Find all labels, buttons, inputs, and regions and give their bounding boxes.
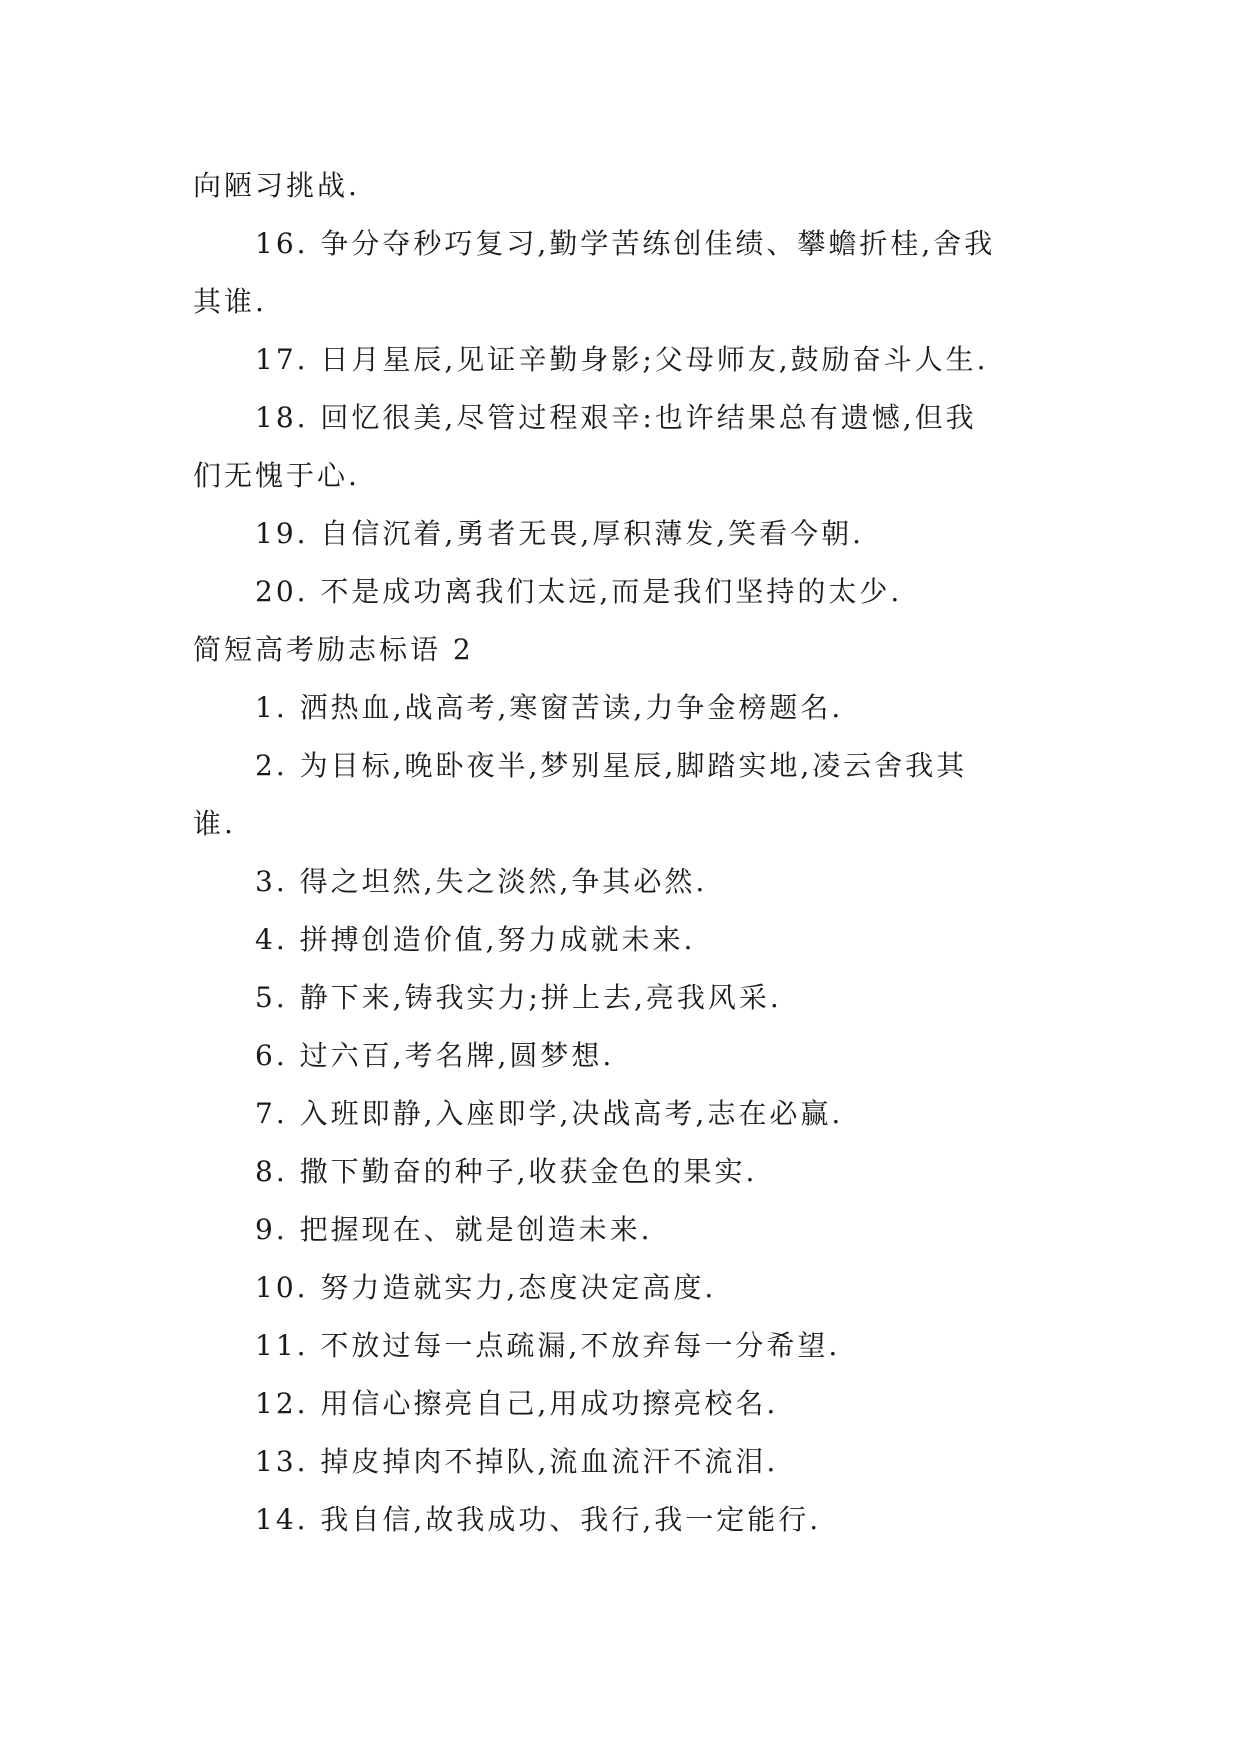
text-line: 向陋习挑战. [193, 169, 360, 202]
document-body [193, 157, 1063, 1549]
list-item: 4. 拼搏创造价值,努力成就未来. [255, 923, 696, 956]
text-line: 谁. [193, 807, 236, 840]
list-item: 16. 争分夺秒巧复习,勤学苦练创佳绩、攀蟾折桂,舍我 [255, 227, 996, 260]
list-item: 3. 得之坦然,失之淡然,争其必然. [255, 865, 708, 898]
list-item: 18. 回忆很美,尽管过程艰辛:也许结果总有遗憾,但我 [255, 401, 977, 434]
list-item: 10. 努力造就实力,态度决定高度. [255, 1271, 717, 1304]
list-item: 5. 静下来,铸我实力;拼上去,亮我风采. [255, 981, 782, 1014]
list-item: 20. 不是成功离我们太远,而是我们坚持的太少. [255, 575, 903, 608]
text-line: 其谁. [193, 285, 267, 318]
list-item: 1. 洒热血,战高考,寒窗苦读,力争金榜题名. [255, 691, 844, 724]
list-item: 19. 自信沉着,勇者无畏,厚积薄发,笑看今朝. [255, 517, 865, 550]
list-item: 13. 掉皮掉肉不掉队,流血流汗不流泪. [255, 1445, 779, 1478]
list-item: 6. 过六百,考名牌,圆梦想. [255, 1039, 615, 1072]
text-line: 简短高考励志标语 2 [193, 633, 474, 666]
list-item: 7. 入班即静,入座即学,决战高考,志在必赢. [255, 1097, 844, 1130]
list-item: 14. 我自信,故我成功、我行,我一定能行. [255, 1503, 822, 1536]
list-item: 11. 不放过每一点疏漏,不放弃每一分希望. [255, 1329, 841, 1362]
list-item: 12. 用信心擦亮自己,用成功擦亮校名. [255, 1387, 779, 1420]
list-item: 8. 撒下勤奋的种子,收获金色的果实. [255, 1155, 758, 1188]
text-line: 们无愧于心. [193, 459, 360, 492]
list-item: 2. 为目标,晚卧夜半,梦别星辰,脚踏实地,凌云舍我其 [255, 749, 968, 782]
list-item: 9. 把握现在、就是创造未来. [255, 1213, 653, 1246]
list-item: 17. 日月星辰,见证辛勤身影;父母师友,鼓励奋斗人生. [255, 343, 989, 376]
